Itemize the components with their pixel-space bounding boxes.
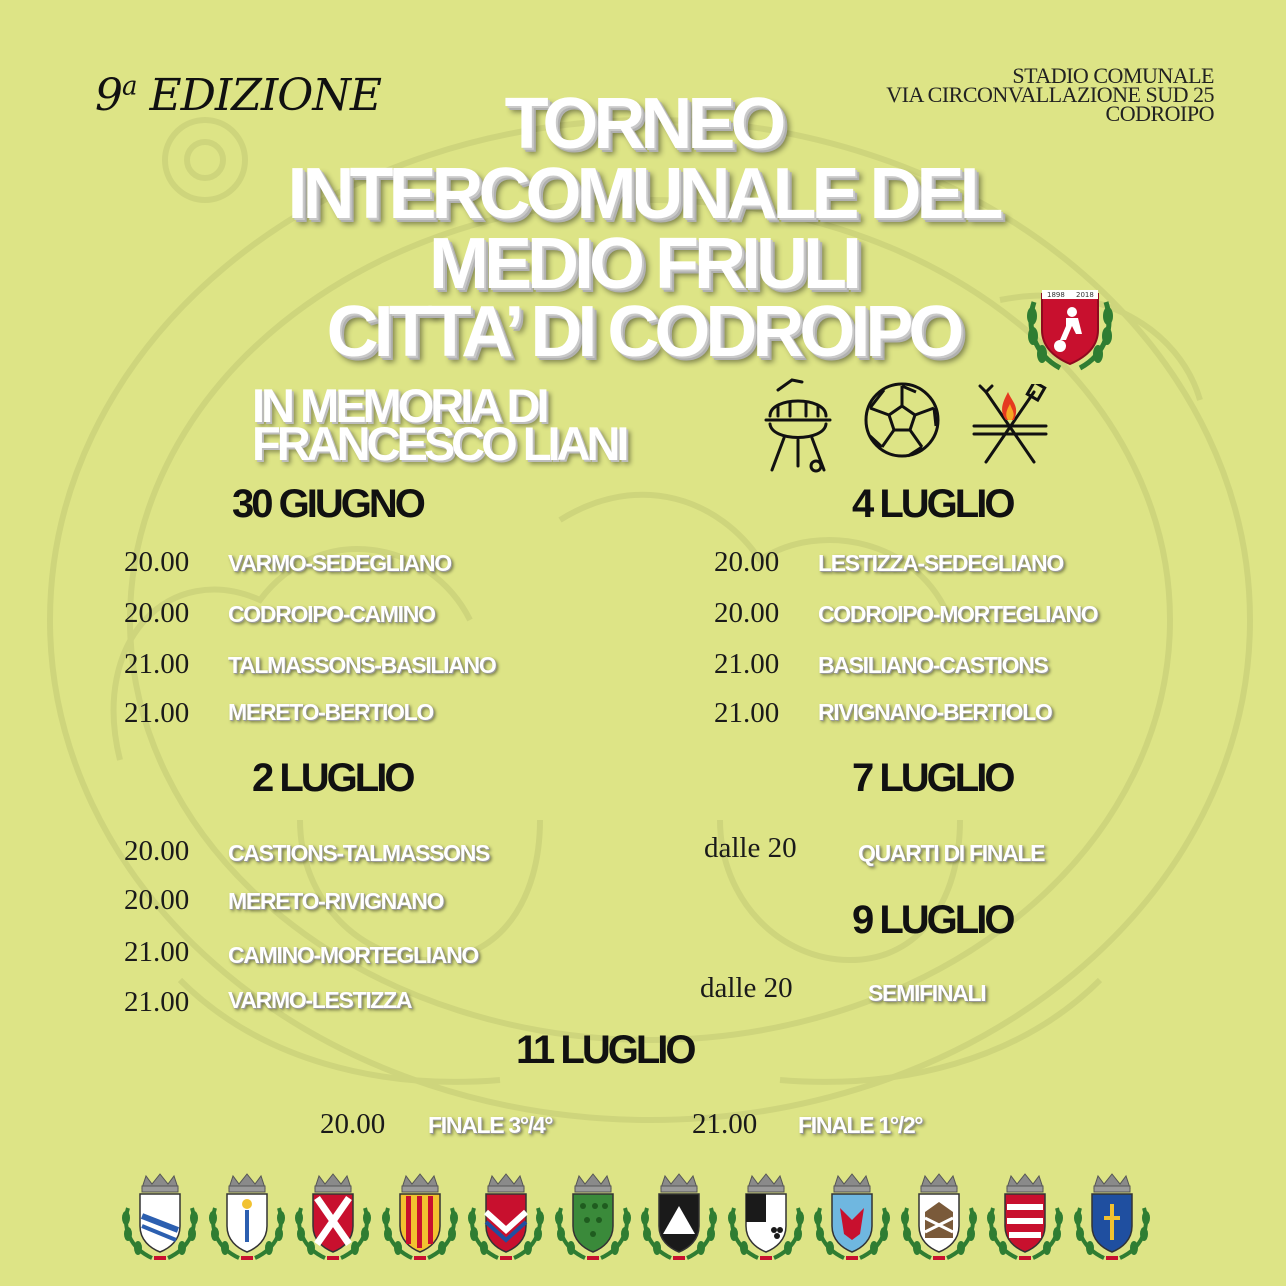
match-time: 21.00 — [124, 697, 190, 729]
match-time: 20.00 — [320, 1108, 386, 1140]
match-time: 21.00 — [714, 648, 780, 680]
match-teams: TALMASSONS-BASILIANO — [228, 652, 496, 678]
match-time: dalle 20 — [700, 972, 793, 1004]
venue-line: STADIO COMUNALE — [1012, 63, 1214, 88]
subtitle-line: FRANCESCO LIANI — [252, 417, 626, 470]
title-line: TORNEO — [504, 84, 782, 164]
match-teams: VARMO-SEDEGLIANO — [228, 550, 451, 576]
day-label: 9 LUGLIO — [852, 898, 1013, 942]
match-teams: CODROIPO-MORTEGLIANO — [818, 601, 1098, 627]
title-line: CITTA’ DI CODROIPO — [326, 292, 960, 372]
match-time: 20.00 — [124, 546, 190, 578]
crest-castions — [810, 1168, 894, 1264]
match-teams: LESTIZZA-SEDEGLIANO — [818, 550, 1063, 576]
venue-line: CODROIPO — [1105, 101, 1214, 126]
day-label: 30 GIUGNO — [232, 482, 423, 526]
match-time: 21.00 — [124, 648, 190, 680]
club-logo — [1020, 282, 1120, 374]
match-teams: CODROIPO-CAMINO — [228, 601, 435, 627]
crest-camino — [378, 1168, 462, 1264]
match-teams: MERETO-BERTIOLO — [228, 699, 433, 725]
match-time: dalle 20 — [704, 832, 797, 864]
day-label: 11 LUGLIO — [516, 1028, 694, 1072]
match-teams: RIVIGNANO-BERTIOLO — [818, 699, 1052, 725]
match-teams: QUARTI DI FINALE — [858, 840, 1045, 866]
crest-mortegliano — [1070, 1168, 1154, 1264]
match-teams: FINALE 3°/4° — [428, 1112, 553, 1138]
edition-suffix: a — [122, 71, 137, 102]
match-time: 20.00 — [714, 546, 780, 578]
subtitle-line: IN MEMORIA DI — [252, 379, 546, 432]
match-teams: VARMO-LESTIZZA — [228, 987, 412, 1013]
match-time: 21.00 — [124, 936, 190, 968]
match-teams: SEMIFINALI — [868, 980, 986, 1006]
crest-talmassons — [464, 1168, 548, 1264]
grill-icon — [762, 376, 834, 474]
match-teams: CASTIONS-TALMASSONS — [228, 840, 490, 866]
title-line: INTERCOMUNALE DEL — [287, 154, 999, 234]
match-time: 21.00 — [714, 697, 780, 729]
title-line: MEDIO FRIULI — [429, 224, 857, 304]
club-logo-year-left: 1898 — [1047, 291, 1065, 299]
match-time: 20.00 — [124, 835, 190, 867]
day-label: 4 LUGLIO — [852, 482, 1013, 526]
football-icon — [862, 380, 942, 460]
crest-varmo — [118, 1168, 202, 1264]
crest-bertiolo — [724, 1168, 808, 1264]
crest-sedegliano — [205, 1168, 289, 1264]
edition-number: 9 — [95, 70, 122, 121]
match-time: 21.00 — [692, 1108, 758, 1140]
crest-lestizza — [983, 1168, 1067, 1264]
day-label: 2 LUGLIO — [252, 756, 413, 800]
match-teams: BASILIANO-CASTIONS — [818, 652, 1048, 678]
venue-line: VIA CIRCONVALLAZIONE SUD 25 — [886, 82, 1214, 107]
club-logo-year-right: 2018 — [1076, 291, 1094, 299]
crest-basiliano — [551, 1168, 635, 1264]
match-time: 21.00 — [124, 986, 190, 1018]
crest-mereto — [637, 1168, 721, 1264]
edition-word: EDIZIONE — [149, 70, 381, 121]
crest-codroipo — [291, 1168, 375, 1264]
match-time: 20.00 — [124, 884, 190, 916]
match-teams: MERETO-RIVIGNANO — [228, 888, 444, 914]
match-time: 20.00 — [124, 597, 190, 629]
crest-rivignano — [897, 1168, 981, 1264]
day-label: 7 LUGLIO — [852, 756, 1013, 800]
match-time: 20.00 — [714, 597, 780, 629]
match-teams: CAMINO-MORTEGLIANO — [228, 942, 479, 968]
bbq-tools-fire-icon — [968, 384, 1052, 468]
match-teams: FINALE 1°/2° — [798, 1112, 923, 1138]
